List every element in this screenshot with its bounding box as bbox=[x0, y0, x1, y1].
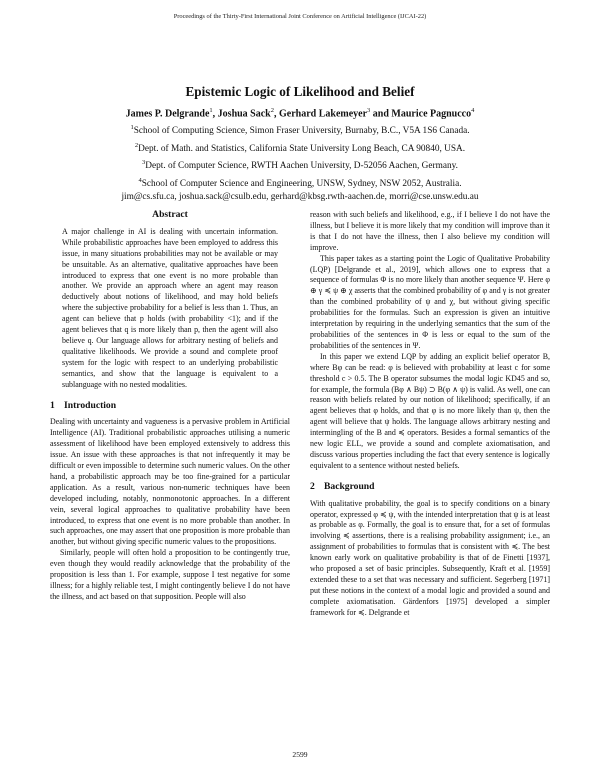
page-number: 2599 bbox=[292, 750, 308, 759]
abstract-text: A major challenge in AI is dealing with uncertain information. While probabilistic approaches have been employed to address this issue, in many situations probabilities may not be available or may be unsuitable. As an alternative, qualitative approaches have been introduced to express that one event is no more probable than another. We provide an approach where an agent may reason deductively about notions of likelihood, and may hold beliefs where the subjective probability for a belief is less than 1. Thus, an agent can believe that p holds (with probability <1); and if the agent believes that q is more likely than p, then the agent will also believe q. Our language allows for arbitrary nesting of beliefs and qualitative likelihoods. We provide a sound and complete proof system for the logic with respect to an underlying probabilistic semantics, and show that the language is equivalent to a sublanguage with no nested modalities. bbox=[62, 226, 278, 389]
email-list: jim@cs.sfu.ca, joshua.sack@csulb.edu, gerhard@kbsg.rwth-aachen.de, morri@cse.unsw.edu.au bbox=[121, 192, 479, 202]
author-list bbox=[0, 107, 600, 119]
section-title: Background bbox=[324, 480, 375, 492]
paragraph: With qualitative probability, the goal is to specify conditions on a binary operator, expressed φ ≼ ψ, with the intended interpretation that ψ is at least as probable as φ. Formally, the goal is to ensure that, for a set of formulas involving ≼ assertions, there is a realising probability assignment; i.e., an assignment of probabilities to formulas that is consistent with ≼. The best known early work on qualitative probability is that of de Finetti [1937], who proposed a set of basic principles. Subsequently, Kraft et al. [1959] extended these to a set that was necessary and sufficient. Segerberg [1971] put these notions in the context of a modal logic and provided a sound and complete axiomatisation. Gärdenfors [1975] developed a simpler framework for ≼. Delgrande et bbox=[310, 498, 550, 617]
section-title: Introduction bbox=[64, 399, 117, 411]
section-heading bbox=[50, 401, 290, 412]
affiliation bbox=[0, 174, 600, 192]
affiliation bbox=[0, 139, 600, 157]
paragraph: Similarly, people will often hold a proposition to be contingently true, even though they would readily acknowledge that the probability of the proposition is less than 1. For example, suppose I test negative for some illness; for a highly reliable test, I might contingently believe I do not have the illness, and act based on that supposition. People will also bbox=[50, 548, 290, 601]
affiliation-text: Dept. of Math. and Statistics, California State University Long Beach, CA 90840, USA. bbox=[138, 143, 466, 154]
author-name: Joshua Sack bbox=[217, 108, 271, 120]
author-separator: and bbox=[370, 108, 392, 120]
author-sup: 2 bbox=[270, 107, 274, 114]
left-column bbox=[50, 210, 290, 603]
running-header: Proceedings of the Thirty-First International Joint Conference on Artificial Intelligence (IJCAI-22) bbox=[173, 13, 427, 20]
abstract-heading: Abstract bbox=[152, 209, 188, 220]
section-number: 1 bbox=[50, 399, 55, 411]
right-column bbox=[310, 210, 550, 619]
author-separator: , bbox=[274, 108, 279, 120]
paragraph: This paper takes as a starting point the Logic of Qualitative Probability (LQP) [Delgrande et al., 2019], which allows one to express that a sequence of formulas Φ is no more likely than another sequence Ψ. Here φ ⊕ γ ≼ ψ ⊕ χ asserts that the combined probability of φ and γ is not greater than the combined probability of ψ and χ, but without giving specific probabilities for the formulas. Such an expression is given an intuitive interpretation by requiring in the underlying semantics that the sum of the probabilities of the sentences in Φ is less or equal to the sum of the probabilities of the sentences in Ψ. bbox=[310, 253, 550, 350]
author-name: Gerhard Lakemeyer bbox=[279, 108, 368, 120]
author-separator: , bbox=[212, 108, 218, 120]
affiliation-sup: 1 bbox=[130, 124, 134, 131]
section-number: 2 bbox=[310, 480, 315, 492]
affiliation-sup: 4 bbox=[138, 176, 142, 184]
affiliation-sup: 2 bbox=[134, 141, 139, 149]
affiliation-text: School of Computer Science and Engineering, UNSW, Sydney, NSW 2052, Australia. bbox=[141, 178, 462, 189]
author-sup: 1 bbox=[209, 107, 213, 114]
affiliation-block bbox=[0, 121, 600, 204]
affiliation-text: School of Computing Science, Simon Fraser University, Burnaby, B.C., V5A 1S6 Canada. bbox=[133, 126, 470, 137]
author-name: Maurice Pagnucco bbox=[391, 108, 472, 120]
affiliation bbox=[0, 156, 600, 174]
affiliation-text: Dept. of Computer Science, RWTH Aachen University, D-52056 Aachen, Germany. bbox=[145, 161, 458, 172]
author-sup: 4 bbox=[471, 107, 475, 114]
paragraph: In this paper we extend LQP by adding an explicit belief operator B, where Bφ can be read: φ is believed with probability at least c for some threshold c > 0.5. The B operator subsumes the modal logic KD45 and so, for example, the formula (Bφ ∧ Bψ) ⊃ B(φ ∧ ψ) is valid. As well, one can reason with beliefs related by our notion of likelihood; specifically, if an agent believes that φ holds, and that φ is no more likely than ψ, then the agent will believe that ψ holds. The language allows arbitrary nesting and intermingling of the B and ≼ operators. Besides a formal semantics of the new logic ELL, we provide a sound and complete axiomatisation, and discuss various properties including the fact that every sentence is logically equivalent to a sentence without nested beliefs. bbox=[310, 351, 550, 470]
affiliation-sup: 3 bbox=[142, 159, 146, 166]
affiliation bbox=[0, 121, 600, 139]
author-name: James P. Delgrande bbox=[125, 108, 210, 120]
paper-title: Epistemic Logic of Likelihood and Belief bbox=[185, 84, 415, 99]
section-heading bbox=[310, 482, 550, 493]
paragraph: Dealing with uncertainty and vagueness is a pervasive problem in Artificial Intelligence (AI). Traditional probabilistic approaches utilising a numeric assessment of likelihood have been employed extensively to address this issue. An issue with these approaches is that not infrequently it may be difficult or even impossible to determine such numeric values. On the other hand, a probabilistic approach may be too fine-grained for a particular application. As a result, various non-numeric techniques have been developed including, notably, nonmonotonic approaches. In a different vein, several logical approaches to qualitative probability have been introduced, to express that one event is no more probable than another. In such approaches, one may assert that one proposition is more probable than another, but without giving specific numeric values to the propositions. bbox=[50, 417, 290, 547]
author-sup: 3 bbox=[367, 107, 371, 114]
paragraph: reason with such beliefs and likelihood, e.g., if I believe I do not have the illness, but I believe it is more likely that my condition will improve than it is that I do not have the illness, then I also believe my condition will improve. bbox=[310, 210, 550, 252]
